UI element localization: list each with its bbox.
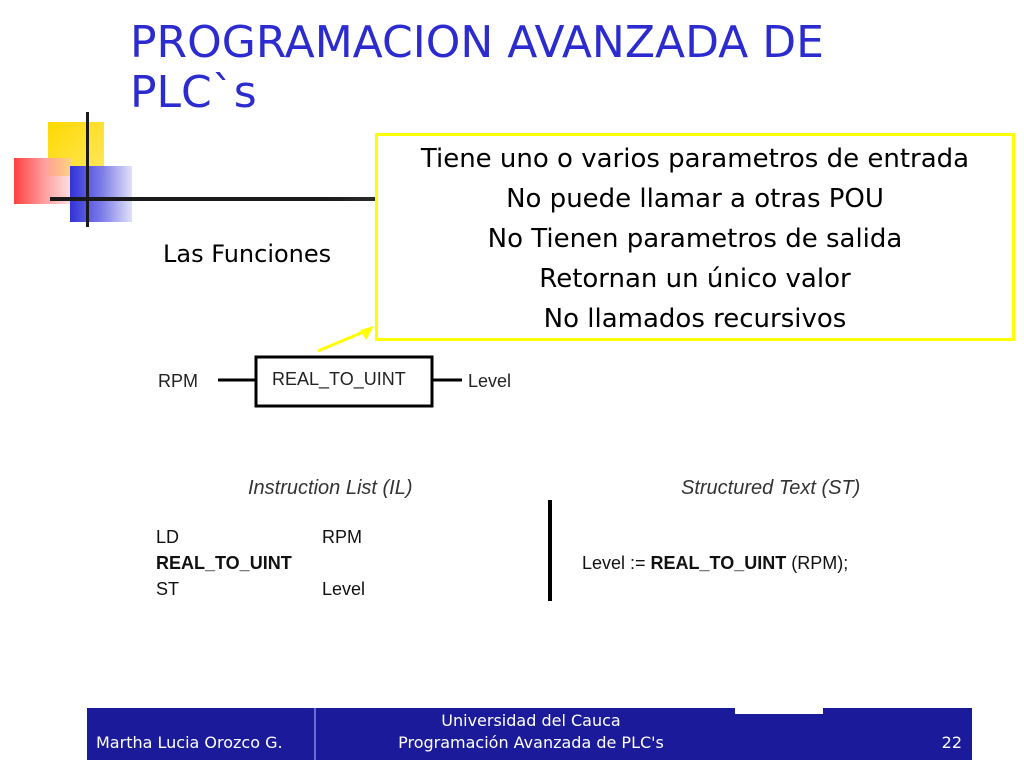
il-arg: Level (322, 579, 366, 599)
input-label: RPM (158, 371, 198, 391)
slide-title-line1: PROGRAMACION AVANZADA DE (130, 17, 824, 68)
slide-title-line2: PLC`s (130, 67, 257, 118)
callout-arrow-line (318, 330, 368, 351)
callout-line: No llamados recursivos (543, 304, 847, 334)
callout-arrow-head (360, 326, 374, 340)
st-heading: Structured Text (ST) (681, 477, 861, 499)
callout-line: No Tienen parametros de salida (487, 224, 903, 254)
callout-line: Tiene uno o varios parametros de entrada (420, 144, 970, 174)
st-code (582, 553, 848, 574)
output-label: Level (468, 371, 512, 391)
slide-subtitle: Las Funciones (163, 240, 332, 268)
footer-author: Martha Lucia Orozco G. (96, 733, 283, 752)
footer-center (316, 710, 746, 754)
il-op: ST (156, 579, 180, 599)
il-arg: RPM (322, 527, 362, 547)
footer-bar (87, 708, 972, 760)
st-code-suffix: (RPM); (786, 553, 849, 573)
footer-course: Programación Avanzada de PLC's (398, 733, 664, 752)
block-name: REAL_TO_UINT (272, 369, 406, 389)
callout-box (375, 133, 1015, 341)
il-heading: Instruction List (IL) (248, 477, 413, 499)
footer-page-number: 22 (941, 733, 962, 752)
callout-line: Retornan un único valor (539, 264, 851, 294)
footer-university: Universidad del Cauca (441, 711, 621, 730)
footer-notch (735, 708, 823, 714)
section-divider (548, 500, 552, 601)
st-code-prefix: Level := (582, 553, 651, 573)
il-op: REAL_TO_UINT (156, 553, 292, 573)
il-op: LD (156, 527, 180, 547)
callout-line: No puede llamar a otras POU (506, 184, 884, 214)
st-code-func: REAL_TO_UINT (650, 553, 787, 573)
